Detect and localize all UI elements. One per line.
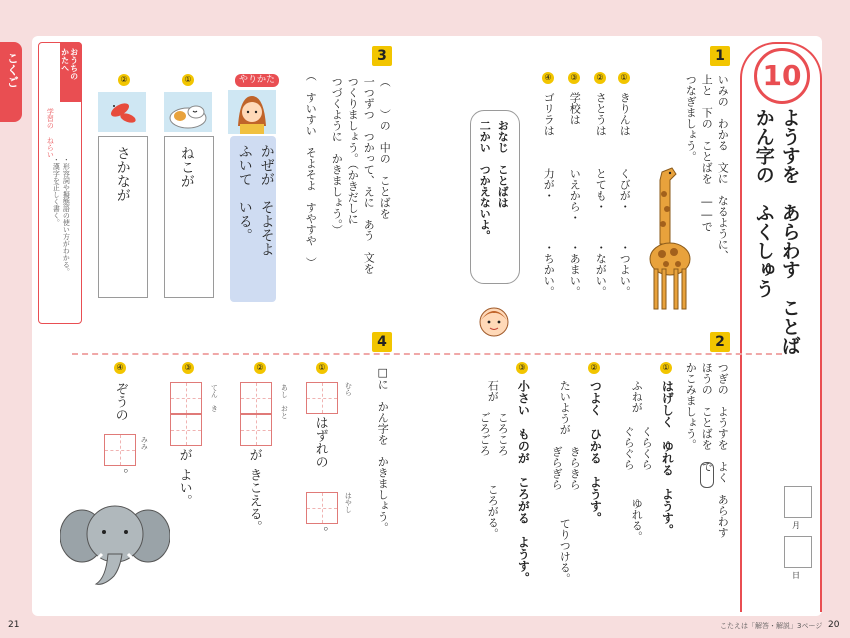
q2-instruction-1: つぎの ようすを よく あらわす	[716, 362, 730, 538]
q2-item2-choice-1[interactable]: きらきら	[568, 446, 582, 490]
month-label: 月	[792, 521, 800, 530]
q4-item2-ruby1: あし おと	[280, 384, 289, 419]
q1-item3-end[interactable]: ・あまい。	[568, 242, 582, 297]
day-box[interactable]	[784, 536, 812, 568]
fish-illustration	[98, 92, 146, 132]
page-number-right: 20	[828, 620, 840, 630]
q2-item3-choice-2[interactable]: ごろごろ	[478, 412, 492, 456]
day-label: 日	[792, 571, 800, 580]
q4-item1-ruby1: むら	[344, 382, 353, 396]
q1-item1-subject: きりんは	[618, 92, 632, 136]
girl-wind-illustration	[228, 90, 276, 134]
q4-item3-ruby1: てん き	[210, 384, 219, 412]
q4-item2-number: ②	[254, 362, 266, 374]
q2-item1-end: ゆれる。	[630, 498, 644, 542]
q3-answer1-start: ねこが	[178, 146, 195, 188]
q1-item3-number: ③	[568, 72, 580, 84]
q1-item2-subject: さとうは	[594, 92, 608, 136]
q4-item3-text1: が	[176, 448, 192, 461]
elephant-illustration	[60, 498, 170, 590]
q2-item1-subject: ふねが	[630, 380, 644, 413]
q1-number: 1	[710, 46, 730, 66]
answer-reference: こたえは「解答・解説」3ページ	[720, 622, 823, 630]
q4-item2-text1: が	[246, 448, 262, 461]
q4-number: 4	[372, 332, 392, 352]
giraffe-illustration	[640, 164, 700, 314]
q3-instruction-2: 一つずつ つかって、えに あう 文を	[362, 76, 376, 274]
parents-line-2: ・漢字を正しく書く。	[52, 156, 61, 226]
q4-item2-box1[interactable]	[240, 382, 272, 414]
q2-item1-choice-1[interactable]: くらくら	[640, 426, 654, 470]
q4-item3-box1[interactable]	[170, 382, 202, 414]
q3-instruction-3: つくりましょう。（かきだしに	[346, 76, 360, 225]
q1-item4-mid[interactable]: 力が・	[542, 168, 556, 201]
q4-instruction: □に かん字を かきましょう。	[376, 366, 390, 533]
example-line-2: ふいて いる。	[236, 144, 253, 242]
q4-item4-text2: 。	[112, 468, 128, 481]
example-line-1: かぜが そよそよ	[258, 144, 275, 256]
hint-line-1: おなじ ことばは	[496, 120, 510, 208]
q2-item1-number: ①	[660, 362, 672, 374]
q1-instruction-3: つなぎましょう。	[684, 74, 698, 162]
q4-item1-ruby2: はやし	[344, 492, 353, 513]
q4-item3-box2[interactable]	[170, 414, 202, 446]
subject-tab	[0, 42, 22, 122]
parents-line-1: ・形容詞や擬態語の使い方がわかる。	[62, 156, 71, 275]
q3-number: 3	[372, 46, 392, 66]
q2-item3-end: ころがる。	[486, 484, 500, 539]
q4-item1-box2[interactable]	[306, 492, 338, 524]
q3-answer1-number: ①	[182, 74, 194, 86]
lesson-number-badge	[754, 48, 810, 104]
hint-line-2: 二かい つかえないよ。	[478, 120, 492, 241]
q4-item1-box1[interactable]	[306, 382, 338, 414]
page-number-left: 21	[8, 620, 20, 630]
q1-instruction-2: 上と 下の ことばを ――で	[700, 74, 714, 232]
q2-number: 2	[710, 332, 730, 352]
parents-title-1: おうちの	[69, 48, 79, 80]
q1-item4-number: ④	[542, 72, 554, 84]
q1-item2-end[interactable]: ・ながい。	[594, 242, 608, 297]
cat-sleeping-illustration	[164, 92, 212, 132]
q1-item1-number: ①	[618, 72, 630, 84]
parents-title-2: かたへ	[60, 48, 70, 72]
q2-item3-line1: 小さい ものが ころがる ようす。	[516, 380, 531, 584]
lesson-title-1: ようすを あらわす ことば	[778, 108, 801, 355]
q2-item1-choice-2[interactable]: ぐらぐら	[622, 426, 636, 470]
q4-item4-ruby1: みみ	[140, 436, 149, 450]
q1-item2-mid[interactable]: とても・	[594, 168, 608, 212]
circle-mark-icon	[700, 462, 714, 488]
q1-item1-mid[interactable]: くびが・	[618, 168, 632, 212]
q2-item2-line1: つよく ひかる ようす。	[588, 380, 603, 524]
q4-item4-number: ④	[114, 362, 126, 374]
section-divider	[72, 353, 782, 355]
q3-answer2-start: さかなが	[114, 146, 131, 202]
q1-item4-subject: ゴリラは	[542, 92, 556, 136]
q4-item2-box2[interactable]	[240, 414, 272, 446]
q3-answer2-number: ②	[118, 74, 130, 86]
workbook-spread	[32, 36, 822, 616]
q1-instruction-1: いみの わかる 文に なるように、	[716, 74, 730, 261]
q4-item4-text1: ぞうの	[112, 382, 128, 421]
q4-item1-text1: はずれの	[312, 416, 328, 468]
parents-label: 学習の ねらい	[46, 108, 55, 158]
q4-item4-box1[interactable]	[104, 434, 136, 466]
month-box[interactable]	[784, 486, 812, 518]
q2-instruction-2: ほうの ことばを で	[700, 362, 714, 472]
q2-item3-subject: 石が	[486, 380, 500, 402]
example-label: やりかた	[235, 74, 279, 87]
q2-item1-line1: はげしく ゆれる ようす。	[660, 380, 675, 536]
q3-instruction-4: つづくように かきましょう。）	[330, 76, 344, 236]
q4-item2-text2: きこえる。	[246, 468, 262, 533]
q2-instruction-3: かこみましょう。	[684, 362, 698, 450]
subject-label: こくご	[5, 52, 20, 88]
q2-item2-end: てりつける。	[558, 518, 572, 584]
q4-item1-number: ①	[316, 362, 328, 374]
q2-item2-number: ②	[588, 362, 600, 374]
q4-item1-text2: 。	[312, 526, 328, 539]
q1-item3-mid[interactable]: いえから・	[568, 168, 582, 223]
q1-item1-end[interactable]: ・つよい。	[618, 242, 632, 297]
q3-instruction-1: （ ）の 中の ことばを	[378, 76, 392, 219]
q1-item4-end[interactable]: ・ちかい。	[542, 242, 556, 297]
q2-item2-subject: たいようが	[558, 380, 572, 435]
q2-item2-choice-2[interactable]: ぎらぎら	[550, 446, 564, 490]
lesson-title-2: かん字の ふくしゅう	[752, 108, 775, 298]
q2-item3-number: ③	[516, 362, 528, 374]
q3-choices: （ すいすい そよそよ すやすや ）	[304, 70, 318, 268]
boy-face-icon	[478, 304, 510, 338]
q4-item3-text2: よい。	[176, 468, 192, 507]
q4-item3-number: ③	[182, 362, 194, 374]
q1-item3-subject: 学校は	[568, 92, 582, 125]
q2-item3-choice-1[interactable]: ころころ	[496, 412, 510, 456]
q1-item2-number: ②	[594, 72, 606, 84]
lesson-number: 10	[762, 59, 802, 92]
